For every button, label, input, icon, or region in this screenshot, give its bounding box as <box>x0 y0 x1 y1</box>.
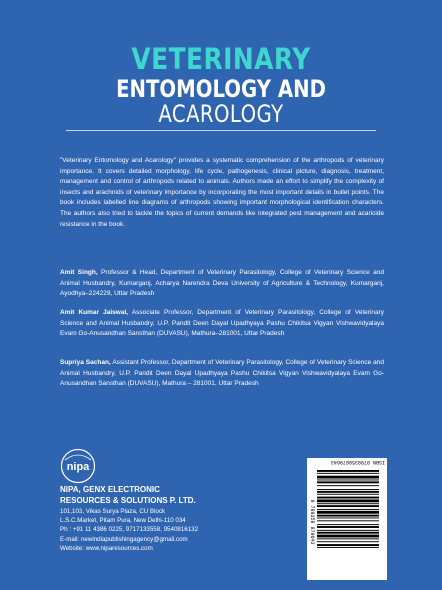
publisher-name-line2: RESOURCES & SOLUTIONS P. LTD. <box>60 496 196 505</box>
publisher-name-line1: NIPA, GENX ELECTRONIC <box>60 485 160 494</box>
publisher-name <box>60 484 260 506</box>
publisher-address-2: L.S.C.Market, Pitam Pura, New Delhi-110 034 <box>60 517 186 525</box>
author-name-3: Supriya Sachan, <box>60 359 111 366</box>
author-bio-3 <box>60 358 384 390</box>
publisher-address-1: 101,103, Vikas Surya Plaza, CU Block <box>60 508 166 515</box>
author-bio-2 <box>60 308 384 340</box>
publisher-website: Website: www.niparesources.com <box>60 544 153 552</box>
isbn-digits: 9 789358 879643 <box>309 499 315 545</box>
isbn-label: ISBN 9789358879643 <box>330 459 385 465</box>
title-line-acarology: ACAROLOGY <box>158 100 284 128</box>
isbn-barcode <box>307 458 387 580</box>
book-description: "Veterinary Entomology and Acarology" provides a systematic comprehension of the arthropods of veterinary importance. It covers detailed morphology, life cycle, pathogenesis, clinical picture, diagnosis, treatment, management and control of arthropods related to animals. Authors made an effort to simplify the complexity of insects and arachnids of veterinary importance by incorporating the most important details in bullet points. The book includes labelled line diagrams of arthropods showing important morphological identification characters. The authors also tried to tackle the topics of current demands like integrated pest management and acaricide resistance in the book. <box>60 157 384 228</box>
barcode-bars-icon <box>317 470 379 574</box>
isbn-digits-wrap <box>308 472 316 572</box>
nipa-logo-icon <box>60 448 96 484</box>
author-bio-1 <box>60 268 384 300</box>
publisher-contact <box>60 507 280 553</box>
logo-text: nipa <box>66 461 90 473</box>
author-name-2: Amit Kumar Jaiswal, <box>60 309 129 316</box>
title-line-entomology: ENTOMOLOGY AND <box>116 75 326 103</box>
author-details-2: Associate Professor, Department of Veterinary Parasitology, College of Veterinary Science and Animal Husbandry, U.P. Pandit Deen Dayal Upadhyaya Pashu Chikitsa Vigyan Vishwavidyalaya Evam Go-Anusandhan Sansthan (DUVASU), Mathura–281001, Uttar Pradesh <box>60 309 385 338</box>
title-divider <box>66 130 376 131</box>
author-details-3: Assistant Professor, Department of Veterinary Parasitology, College of Veterinary Science and Animal Husbandry, U.P. Pandit Deen Dayal Upadhyaya Pashu Chikitsa Vigyan Vishwavidyalaya Evam Go-Anusandhan Sansthan (DUVASU), Mathura – 281001, Uttar Pradesh <box>60 359 385 388</box>
publisher-phone: Ph : +91 11 4386 0225, 9717133558, 9540816132 <box>60 526 199 534</box>
author-name-1: Amit Singh, <box>60 269 98 276</box>
publisher-email: E-mail: newindiapublishingagency@gmail.com <box>60 535 188 543</box>
author-details-1: Professor & Head, Department of Veterinary Parasitology, College of Veterinary Science and Animal Husbandry, Kumarganj, Acharya Narendra Deva University of Agriculture & Technology, Kumarganj, Ayodhya–224229, Uttar Pradesh <box>60 269 384 298</box>
title-line-veterinary: VETERINARY <box>131 42 311 76</box>
